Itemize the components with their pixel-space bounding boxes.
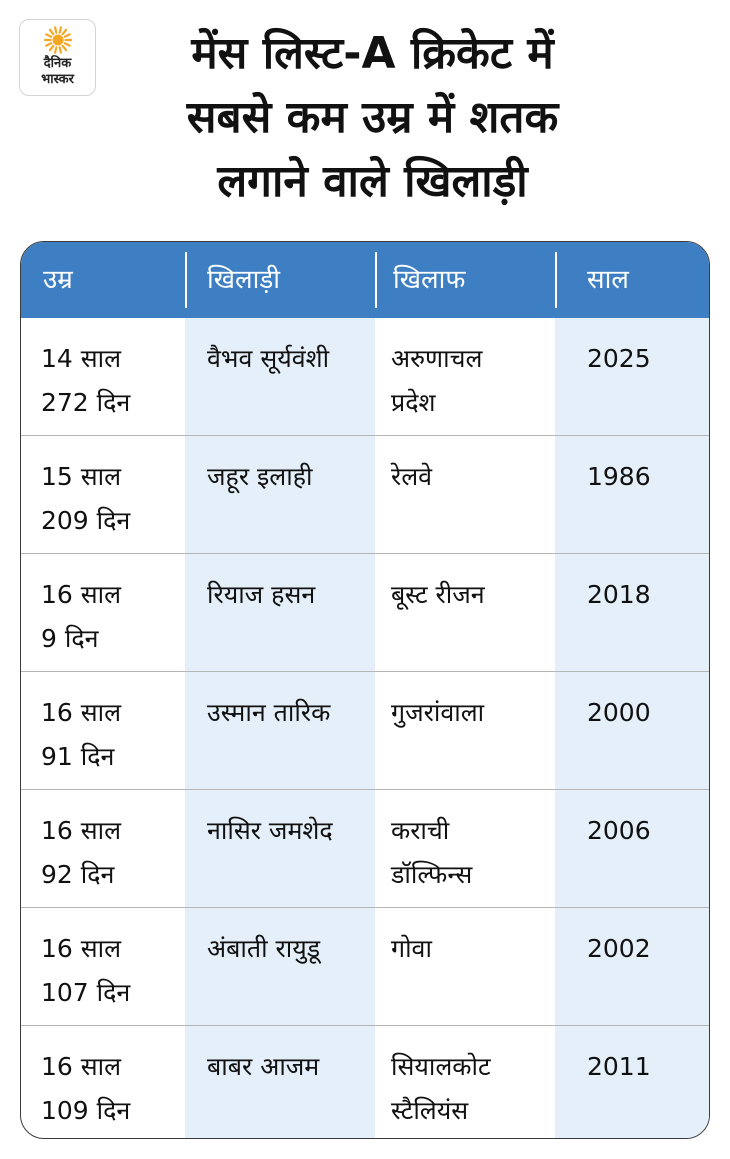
sun-ray [65,43,70,45]
brand-name-line2: भास्कर [41,72,74,87]
sun-ray [63,30,66,34]
year-cell [587,1045,651,1089]
against-cell [391,337,482,425]
sun-ray [63,46,66,50]
age-cell [41,455,130,543]
against-team: कराची [391,816,450,845]
against-team: गोवा [391,934,432,963]
age-years: 16 साल [41,698,122,727]
against-team-line2: स्टैलियंस [391,1096,469,1125]
age-cell [41,1045,130,1133]
against-team-line2: प्रदेश [391,388,436,417]
age-years: 16 साल [41,816,122,845]
sun-ray [46,43,51,45]
header-divider [555,252,557,308]
player-cell [207,337,329,381]
year-value: 1986 [587,462,651,491]
page-title [100,22,645,214]
player-cell [207,809,333,853]
age-days: 92 दिन [41,860,115,889]
age-years: 14 साल [41,344,122,373]
player-cell [207,455,312,499]
table-row [21,1026,709,1139]
player-name: अंबाती रायुडू [207,934,321,963]
against-cell [391,573,485,617]
age-days: 91 दिन [41,742,115,771]
year-value: 2018 [587,580,651,609]
year-value: 2011 [587,1052,651,1081]
sun-ray [65,34,70,36]
title-line-1: मेंस लिस्ट-A क्रिकेट में [191,28,554,79]
age-days: 107 दिन [41,978,131,1007]
brand-logo [19,19,96,96]
header-year: साल [587,265,629,295]
age-years: 16 साल [41,934,122,963]
table-row [21,908,709,1026]
against-cell [391,455,432,499]
age-cell [41,691,121,779]
header-player: खिलाड़ी [207,265,281,295]
age-cell [41,337,130,425]
sun-ray [60,47,61,52]
age-days: 209 दिन [41,506,131,535]
against-team: अरुणाचल [391,344,483,373]
header-divider [375,252,377,308]
year-cell [587,927,651,971]
table-header [21,242,709,318]
sun-ray [50,46,53,50]
age-years: 16 साल [41,1052,122,1081]
age-cell [41,573,121,661]
header-age: उम्र [43,265,73,295]
against-team: रेलवे [391,462,433,491]
against-cell [391,927,432,971]
year-value: 2000 [587,698,651,727]
title-line-2: सबसे कम उम्र में शतक [186,92,559,143]
player-cell [207,691,330,735]
table-row [21,436,709,554]
table-body [21,318,709,1139]
age-days: 272 दिन [41,388,131,417]
records-table [20,241,710,1139]
age-years: 15 साल [41,462,122,491]
player-cell [207,927,320,971]
sun-ray [55,47,56,52]
player-name: रियाज हसन [207,580,316,609]
table-row [21,672,709,790]
year-value: 2006 [587,816,651,845]
age-cell [41,927,130,1015]
brand-name-line1: दैनिक [43,56,72,71]
title-line-3: लगाने वाले खिलाड़ी [217,156,528,207]
player-name: वैभव सूर्यवंशी [207,344,330,373]
table-row [21,790,709,908]
player-name: उस्मान तारिक [207,698,331,727]
year-cell [587,573,651,617]
year-cell [587,809,651,853]
age-years: 16 साल [41,580,122,609]
table-row [21,318,709,436]
sun-ray [60,27,61,32]
against-team: सियालकोट [391,1052,491,1081]
player-name: बाबर आजम [207,1052,320,1081]
year-value: 2002 [587,934,651,963]
against-cell [391,691,484,735]
player-name: नासिर जमशेद [207,816,333,845]
age-cell [41,809,121,897]
year-cell [587,691,651,735]
sun-ray [55,27,56,32]
sun-ray [46,34,51,36]
player-cell [207,1045,319,1089]
year-value: 2025 [587,344,651,373]
against-team: बूस्ट रीजन [391,580,485,609]
year-cell [587,455,651,499]
age-days: 109 दिन [41,1096,131,1125]
table-row [21,554,709,672]
player-name: जहूर इलाही [207,462,313,491]
year-cell [587,337,651,381]
against-cell [391,1045,491,1133]
against-team: गुजरांवाला [391,698,485,727]
against-cell [391,809,472,897]
player-cell [207,573,315,617]
against-team-line2: डॉल्फिन्स [391,860,473,889]
sun-ray [50,30,53,34]
header-divider [185,252,187,308]
header-against: खिलाफ [393,265,466,295]
age-days: 9 दिन [41,624,99,653]
